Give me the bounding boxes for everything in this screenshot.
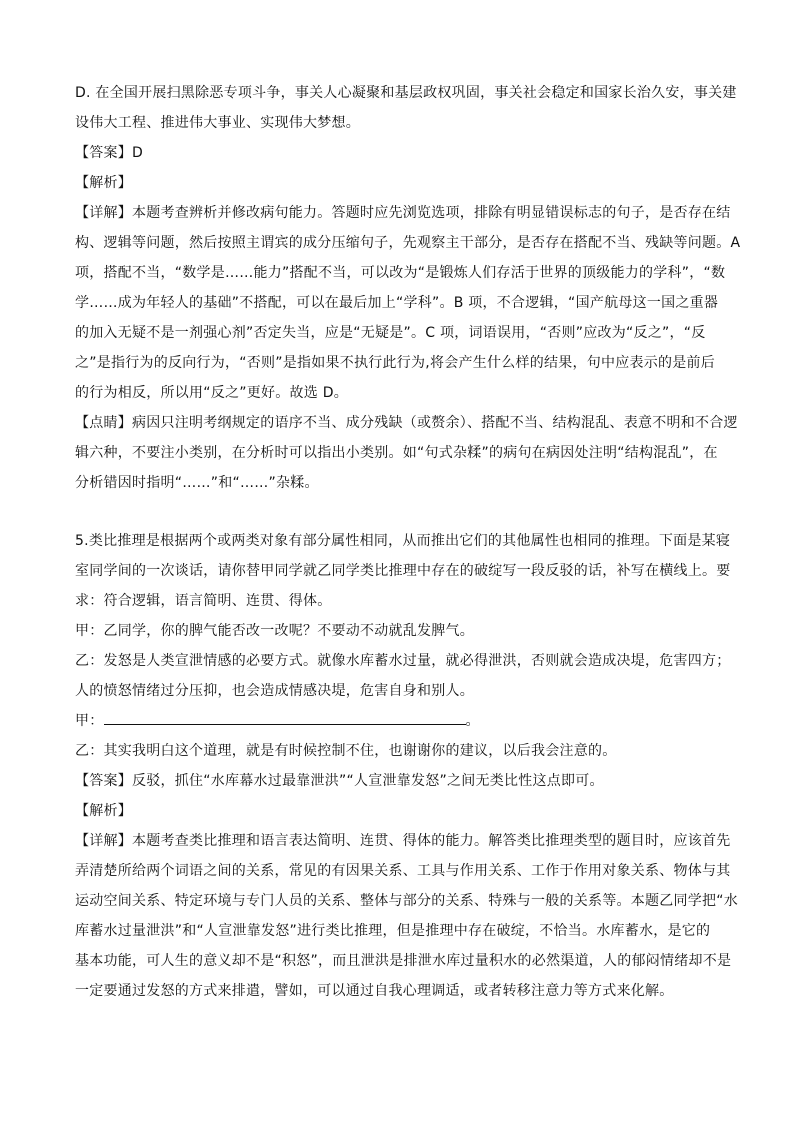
dialogue-yi-2: 乙：其实我明白这个道理，就是有时候控制不住，也谢谢你的建议，以后我会注意的。 (75, 743, 617, 759)
analysis-label-q5: 【解析】 (75, 803, 132, 819)
period-mark: 。 (465, 713, 480, 729)
section-gap (75, 498, 727, 526)
tips-paragraph-q4 (75, 408, 738, 498)
text-line: 室同学间的一次谈话，请你替甲同学就乙同学类比推理中存在的破绽写一段反驳的话，补写在横线上。要 (75, 563, 731, 579)
option-d-paragraph (75, 78, 737, 138)
answer-line-q5: 【答案】反驳，抓住“水库幕水过最靠泄洪”“人宣泄靠发怒”之间无类比性这点即可。 (75, 773, 604, 789)
text-line: 运动空间关系、特定环境与专门人员的关系、整体与部分的关系、特殊与一般的关系等。本题乙同学把“水 (75, 893, 739, 909)
jia-speaker-label: 甲： (75, 713, 104, 729)
text-line: D. 在全国开展扫黑除恶专项斗争，事关人心凝聚和基层政权巩固，事关社会稳定和国家长治久安，事关建 (75, 85, 737, 101)
dialogue-yi-1 (75, 646, 731, 706)
document-page (75, 78, 741, 1006)
fill-in-blank-line[interactable] (104, 708, 466, 725)
dialogue-jia-1: 甲：乙同学，你的脾气能否改一改呢？不要动不动就乱发脾气。 (75, 623, 474, 639)
detail-paragraph-q5 (75, 826, 739, 1006)
text-line: 库蓄水过量泄洪”和“人宣泄靠发怒”进行类比推理，但是推理中存在破绽，不恰当。水库蓄水，是它的 (75, 923, 711, 939)
text-line: 弄清楚所给两个词语之间的关系，常见的有因果关系、工具与作用关系、工作于作用对象关系、物体与其 (75, 863, 731, 879)
text-line: 辑六种，不要注小类别，在分析时可以指出小类别。如“句式杂糅”的病句在病因处注明“结构混乱”，在 (75, 445, 718, 461)
question-5-paragraph (75, 526, 731, 616)
text-line: 项，搭配不当，“数学是……能力”搭配不当，可以改为“是锻炼人们存活于世界的顶级能力的学科”，“数 (75, 265, 726, 281)
detail-paragraph-q4 (75, 198, 741, 408)
text-line: 【详解】本题考查类比推理和语言表达简明、连贯、得体的能力。解答类比推理类型的题目时，应该首先 (75, 833, 731, 849)
text-line: 分析错因时指明“……”和“……”杂糅。 (75, 475, 319, 491)
text-line: 学……成为年轻人的基础”不搭配，可以在最后加上“学科”。B 项，不合逻辑，“国产航母这一国之重器 (75, 295, 719, 311)
analysis-label-q4: 【解析】 (75, 175, 132, 191)
text-line: 人的愤怒情绪过分压抑，也会造成情感决堤，危害自身和别人。 (75, 683, 474, 699)
text-line: 基本功能，可人生的意义却不是“积怒”，而且泄洪是排泄水库过量积水的必然渠道，人的郁闷情绪却不是 (75, 953, 732, 969)
text-line: 5.类比推理是根据两个或两类对象有部分属性相同，从而推出它们的其他属性也相同的推理。下面是某寝 (75, 533, 731, 549)
dialogue-jia-2 (75, 706, 727, 736)
text-line: 乙：发怒是人类宣泄情感的必要方式。就像水库蓄水过量，就必得泄洪，否则就会造成决堤，危害四方； (75, 653, 731, 669)
text-line: 一定要通过发怒的方式来排遣，譬如，可以通过自我心理调适，或者转移注意力等方式来化解。 (75, 983, 674, 999)
text-line: 之”是指行为的反向行为，“否则”是指如果不执行此行为,将会产生什么样的结果，句中应表示的是前后 (75, 355, 715, 371)
text-line: 求：符合逻辑，语言简明、连贯、得体。 (75, 593, 332, 609)
text-line: 【详解】本题考查辨析并修改病句能力。答题时应先浏览选项，排除有明显错误标志的句子，是否存在结 (75, 205, 731, 221)
text-line: 设伟大工程、推进伟大事业、实现伟大梦想。 (75, 115, 360, 131)
text-line: 【点睛】病因只注明考纲规定的语序不当、成分残缺（或赘余）、搭配不当、结构混乱、表意不明和不合逻 (75, 415, 738, 431)
text-line: 的行为相反，所以用“反之”更好。故选 D。 (75, 385, 348, 401)
text-line: 构、逻辑等问题，然后按照主谓宾的成分压缩句子，先观察主干部分，是否存在搭配不当、残缺等问题。A (75, 235, 741, 251)
answer-line-q4: 【答案】D (75, 145, 144, 161)
text-line: 的加入无疑不是一剂强心剂”否定失当，应是“无疑是”。C 项，词语误用，“否则”应改为“反之”，“反 (75, 325, 706, 341)
